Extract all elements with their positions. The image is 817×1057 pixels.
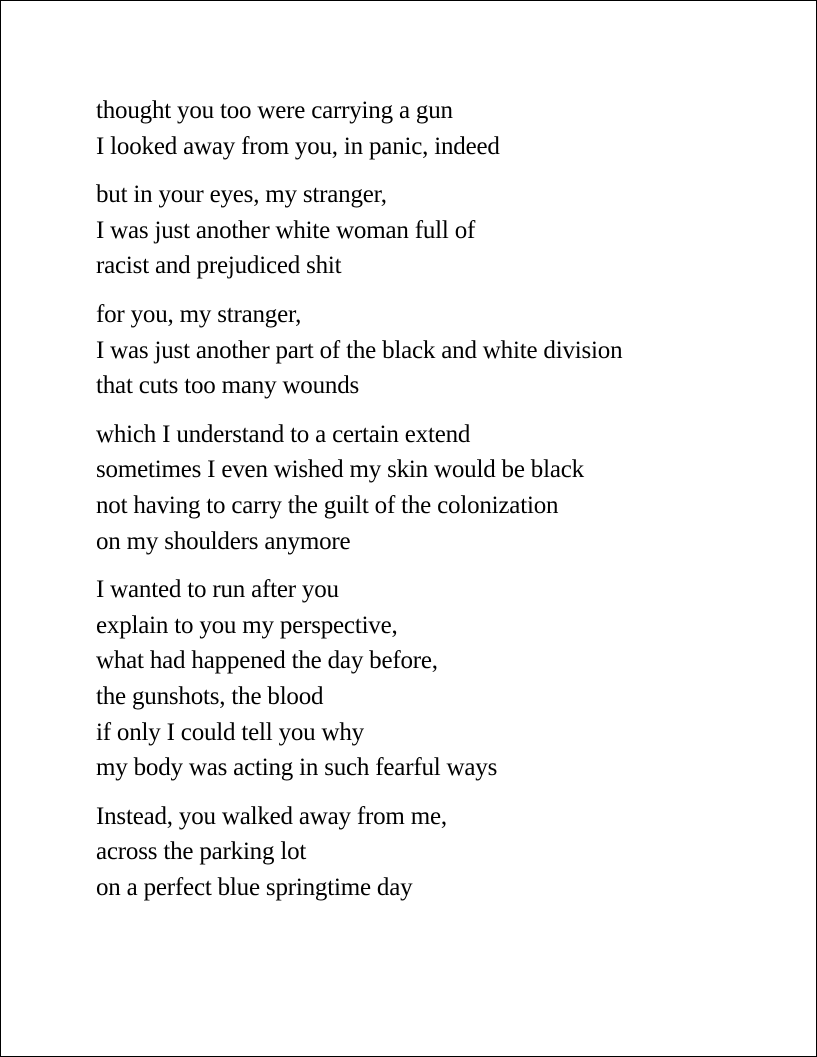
stanza-4 [96,417,776,559]
poem-line: Instead, you walked away from me, [96,802,447,830]
poem-line: on my shoulders anymore [96,527,351,555]
stanza-6 [96,799,776,906]
poem-line: if only I could tell you why [96,718,364,746]
poem-line: I was just another part of the black and white division [96,336,623,364]
stanza-3 [96,297,776,404]
poem-line: I was just another white woman full of [96,216,476,244]
poem-line: the gunshots, the blood [96,682,324,710]
poem-line: thought you too were carrying a gun [96,97,453,124]
poem-body [96,93,776,918]
poem-line: but in your eyes, my stranger, [96,181,387,209]
poem-line: sometimes I even wished my skin would be black [96,456,584,484]
stanza-1 [96,93,776,164]
poem-line: not having to carry the guilt of the colonization [96,491,559,519]
poem-line: explain to you my perspective, [96,611,398,639]
poem-line: on a perfect blue springtime day [96,873,413,901]
poem-line: that cuts too many wounds [96,372,360,400]
poem-line: I wanted to run after you [96,576,339,604]
stanza-5 [96,572,776,786]
poem-line: for you, my stranger, [96,300,302,328]
stanza-2 [96,177,776,284]
poem-line: what had happened the day before, [96,647,438,675]
poem-line: I looked away from you, in panic, indeed [96,132,500,160]
poem-line: racist and prejudiced shit [96,252,342,280]
poem-line: my body was acting in such fearful ways [96,754,498,782]
poem-line: which I understand to a certain extend [96,420,471,448]
poem-line: across the parking lot [96,838,307,866]
